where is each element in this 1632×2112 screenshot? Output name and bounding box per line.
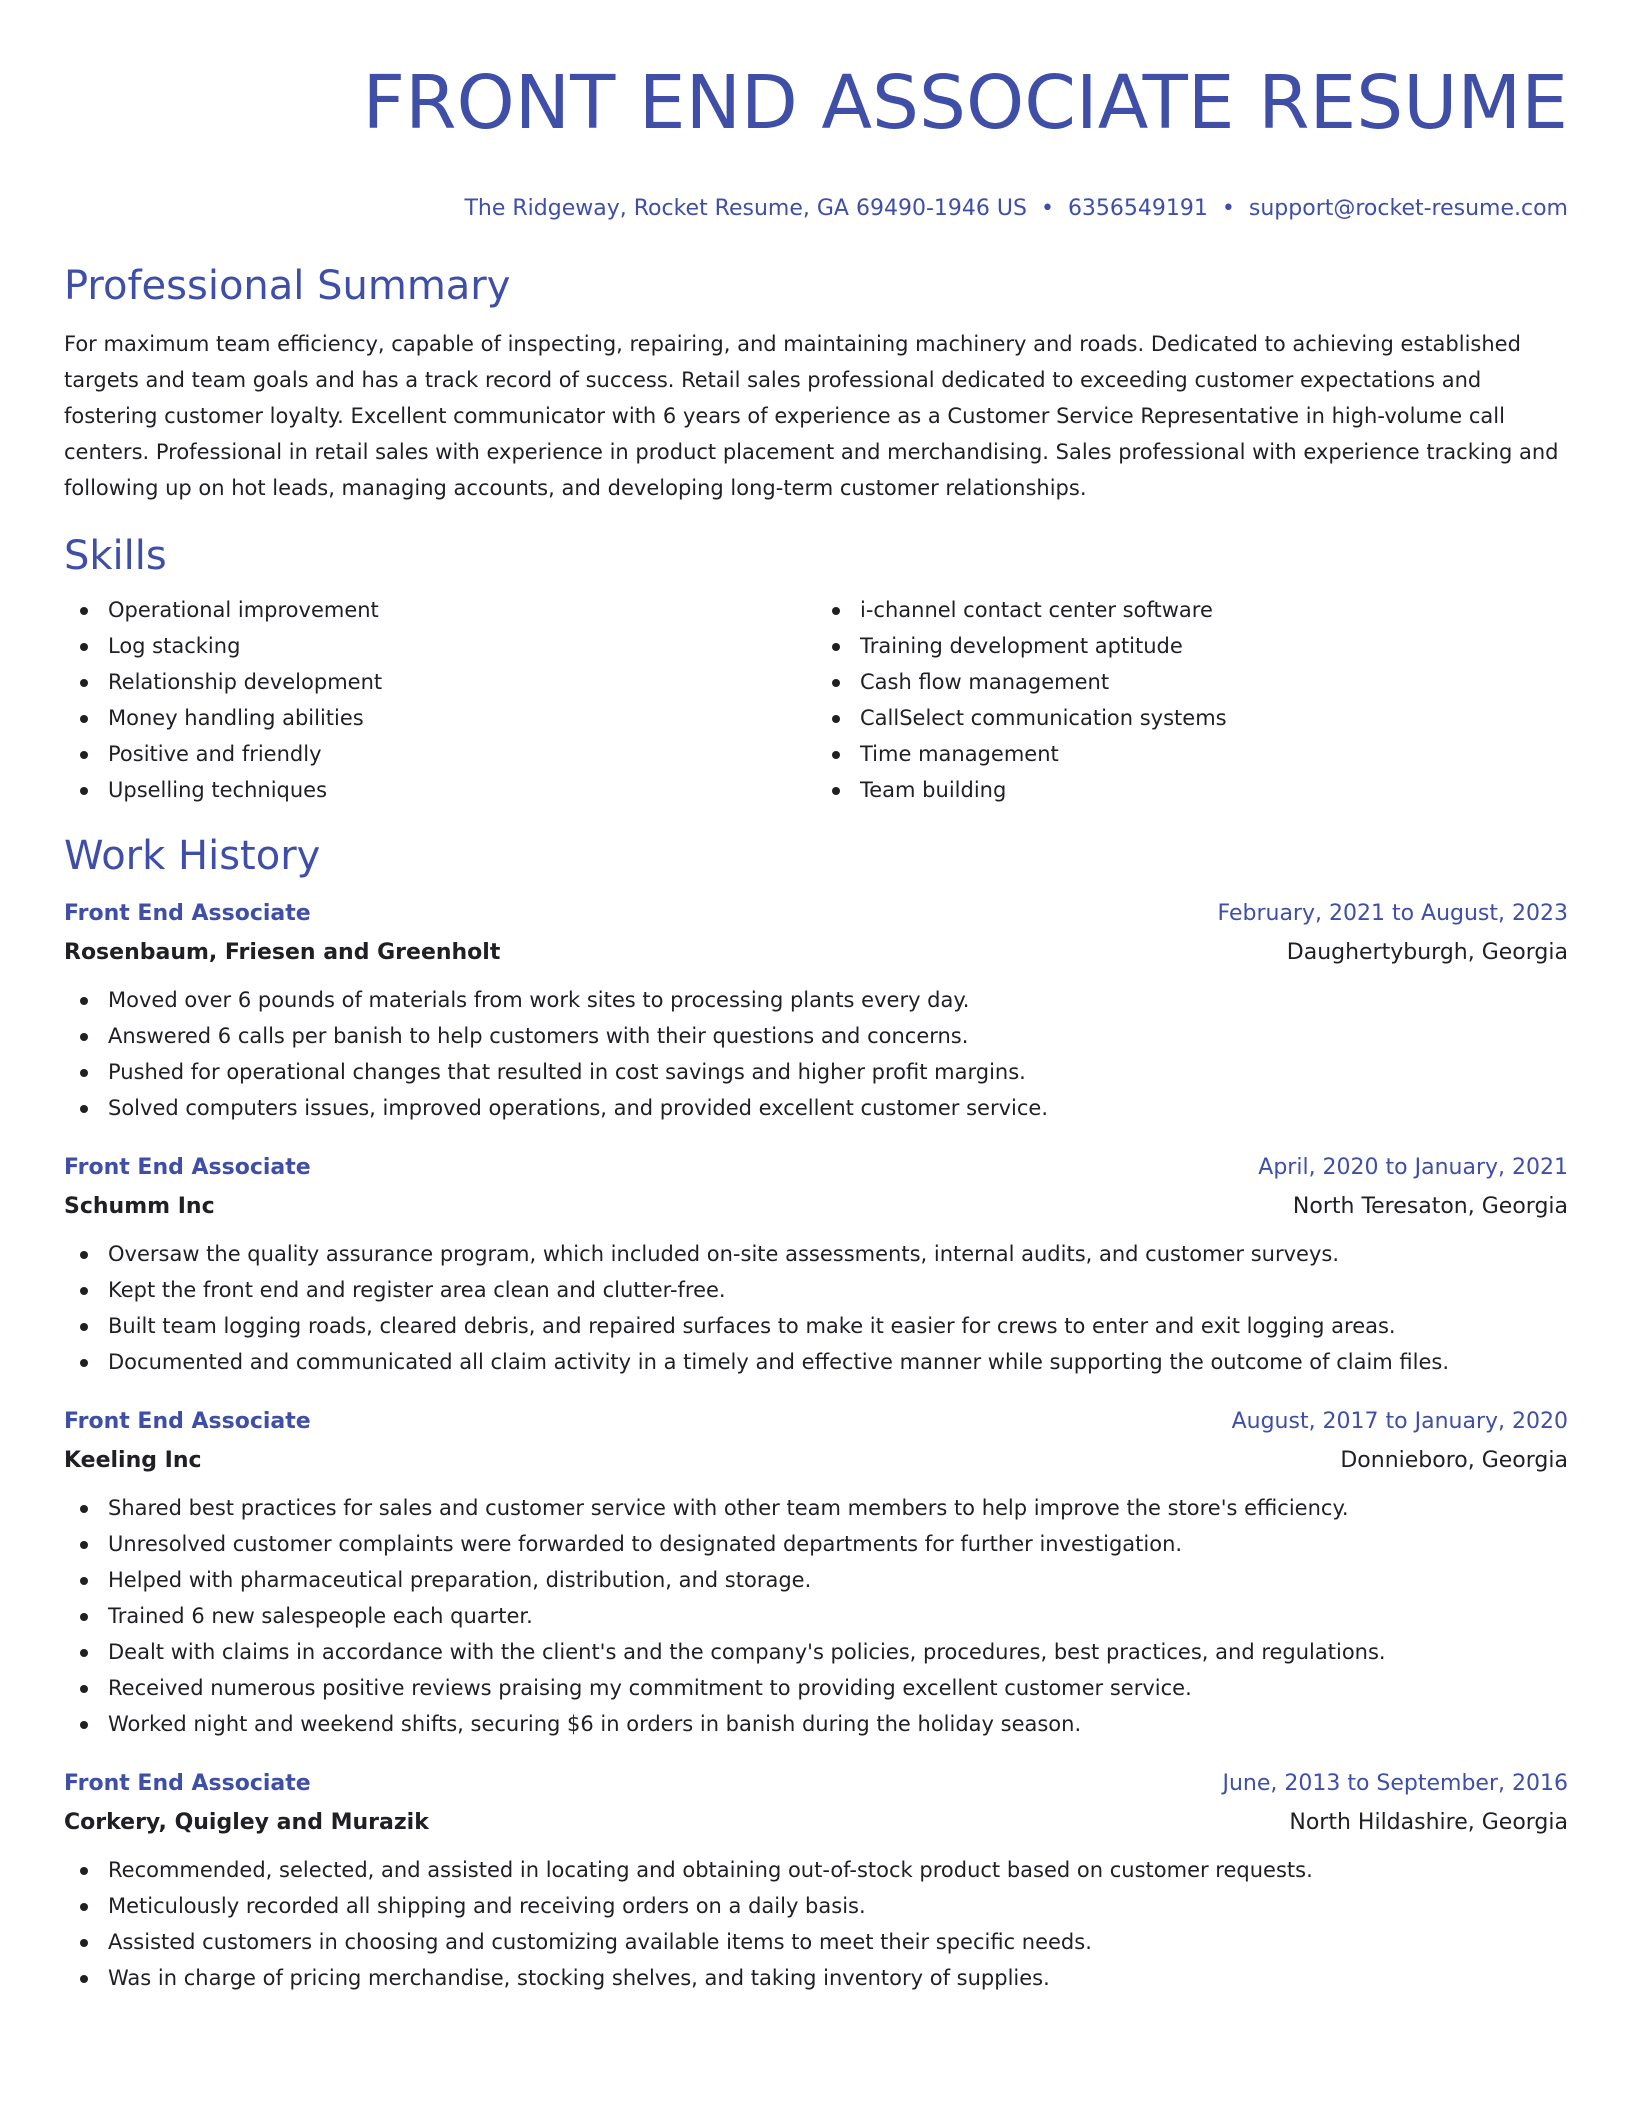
skill-item: Cash flow management bbox=[816, 664, 1568, 700]
job-duty: Built team logging roads, cleared debris, and repaired surfaces to make it easier for crews to enter and exit logging areas. bbox=[64, 1308, 1568, 1344]
job-entry bbox=[64, 1402, 1568, 1742]
resume-body bbox=[64, 258, 1568, 1996]
skills-list-right bbox=[816, 592, 1568, 808]
job-title: Front End Associate bbox=[64, 1409, 311, 1434]
job-entry bbox=[64, 894, 1568, 1126]
resume-header bbox=[64, 48, 1568, 224]
job-dates: August, 2017 to January, 2020 bbox=[1231, 1409, 1568, 1434]
skill-item: Operational improvement bbox=[64, 592, 816, 628]
skills-heading: Skills bbox=[64, 533, 167, 579]
job-duty: Trained 6 new salespeople each quarter. bbox=[64, 1598, 1568, 1634]
work-history-heading: Work History bbox=[64, 833, 321, 879]
job-title-row bbox=[64, 1764, 1568, 1804]
skill-item: Training development aptitude bbox=[816, 628, 1568, 664]
job-location: North Teresaton, Georgia bbox=[1292, 1194, 1568, 1219]
resume-title: FRONT END ASSOCIATE RESUME bbox=[362, 60, 1568, 146]
job-duty: Moved over 6 pounds of materials from work sites to processing plants every day. bbox=[64, 982, 1568, 1018]
job-duties-list bbox=[64, 1490, 1568, 1742]
job-duty: Dealt with claims in accordance with the client's and the company's policies, procedures, best practices, and regulations. bbox=[64, 1634, 1568, 1670]
job-title: Front End Associate bbox=[64, 901, 311, 926]
contact-separator: • bbox=[1221, 196, 1235, 221]
skill-item: CallSelect communication systems bbox=[816, 700, 1568, 736]
job-title-row bbox=[64, 1148, 1568, 1188]
job-duty: Recommended, selected, and assisted in locating and obtaining out-of-stock product based on customer requests. bbox=[64, 1852, 1568, 1888]
job-duties-list bbox=[64, 1852, 1568, 1996]
job-company: Rosenbaum, Friesen and Greenholt bbox=[64, 940, 501, 965]
skill-item: Log stacking bbox=[64, 628, 816, 664]
summary-text: For maximum team efficiency, capable of inspecting, repairing, and maintaining machinery and roads. Dedicated to achieving established targets and team goals and has a track record of success. Retail sales professional dedicated to exceeding customer expectations and fostering customer loyalty. Excellent communicator with 6 years of experience as a Customer Service Representative in high-volume call centers. Professional in retail sales with experience in product placement and merchandising. Sales professional with experience tracking and following up on hot leads, managing accounts, and developing long-term customer relationships. bbox=[64, 332, 1559, 500]
job-duty: Pushed for operational changes that resulted in cost savings and higher profit margins. bbox=[64, 1054, 1568, 1090]
job-company-row bbox=[64, 934, 1568, 972]
job-title-row bbox=[64, 894, 1568, 934]
job-duty: Received numerous positive reviews praising my commitment to providing excellent customer service. bbox=[64, 1670, 1568, 1706]
contact-separator: • bbox=[1040, 196, 1054, 221]
job-company: Keeling Inc bbox=[64, 1448, 202, 1473]
contact-email: support@rocket-resume.com bbox=[1248, 196, 1568, 221]
job-duty: Oversaw the quality assurance program, which included on-site assessments, internal audits, and customer surveys. bbox=[64, 1236, 1568, 1272]
job-company-row bbox=[64, 1188, 1568, 1226]
job-entry bbox=[64, 1148, 1568, 1380]
job-duty: Documented and communicated all claim activity in a timely and effective manner while supporting the outcome of claim files. bbox=[64, 1344, 1568, 1380]
job-duty: Shared best practices for sales and customer service with other team members to help improve the store's efficiency. bbox=[64, 1490, 1568, 1526]
job-duty: Worked night and weekend shifts, securing $6 in orders in banish during the holiday season. bbox=[64, 1706, 1568, 1742]
job-title: Front End Associate bbox=[64, 1771, 311, 1796]
skill-item: Time management bbox=[816, 736, 1568, 772]
job-duty: Solved computers issues, improved operations, and provided excellent customer service. bbox=[64, 1090, 1568, 1126]
job-location: Donnieboro, Georgia bbox=[1340, 1448, 1568, 1473]
skill-item: Team building bbox=[816, 772, 1568, 808]
contact-line bbox=[64, 194, 1568, 224]
job-duty: Assisted customers in choosing and customizing available items to meet their specific needs. bbox=[64, 1924, 1568, 1960]
skill-item: Money handling abilities bbox=[64, 700, 816, 736]
work-history-section bbox=[64, 828, 1568, 1996]
job-company-row bbox=[64, 1442, 1568, 1480]
contact-address: The Ridgeway, Rocket Resume, GA 69490-1946 US bbox=[464, 196, 1027, 221]
job-location: Daughertyburgh, Georgia bbox=[1286, 940, 1568, 965]
summary-heading: Professional Summary bbox=[64, 263, 511, 309]
job-location: North Hildashire, Georgia bbox=[1289, 1810, 1568, 1835]
job-entry bbox=[64, 1764, 1568, 1996]
summary-section bbox=[64, 258, 1568, 506]
job-duty: Kept the front end and register area clean and clutter-free. bbox=[64, 1272, 1568, 1308]
job-duty: Unresolved customer complaints were forwarded to designated departments for further investigation. bbox=[64, 1526, 1568, 1562]
job-dates: June, 2013 to September, 2016 bbox=[1222, 1771, 1568, 1796]
job-duty: Meticulously recorded all shipping and receiving orders on a daily basis. bbox=[64, 1888, 1568, 1924]
skill-item: Relationship development bbox=[64, 664, 816, 700]
skill-item: Upselling techniques bbox=[64, 772, 816, 808]
job-duty: Was in charge of pricing merchandise, stocking shelves, and taking inventory of supplies. bbox=[64, 1960, 1568, 1996]
job-title-row bbox=[64, 1402, 1568, 1442]
job-company: Schumm Inc bbox=[64, 1194, 215, 1219]
skill-item: Positive and friendly bbox=[64, 736, 816, 772]
job-dates: February, 2021 to August, 2023 bbox=[1217, 901, 1568, 926]
job-duties-list bbox=[64, 982, 1568, 1126]
job-company: Corkery, Quigley and Murazik bbox=[64, 1810, 429, 1835]
skill-item: i-channel contact center software bbox=[816, 592, 1568, 628]
job-duty: Answered 6 calls per banish to help customers with their questions and concerns. bbox=[64, 1018, 1568, 1054]
skills-list-left bbox=[64, 592, 816, 808]
job-duties-list bbox=[64, 1236, 1568, 1380]
skills-grid bbox=[64, 592, 1568, 808]
skills-section bbox=[64, 528, 1568, 808]
job-title: Front End Associate bbox=[64, 1155, 311, 1180]
job-duty: Helped with pharmaceutical preparation, distribution, and storage. bbox=[64, 1562, 1568, 1598]
job-company-row bbox=[64, 1804, 1568, 1842]
job-dates: April, 2020 to January, 2021 bbox=[1258, 1155, 1568, 1180]
contact-phone: 6356549191 bbox=[1067, 196, 1208, 221]
